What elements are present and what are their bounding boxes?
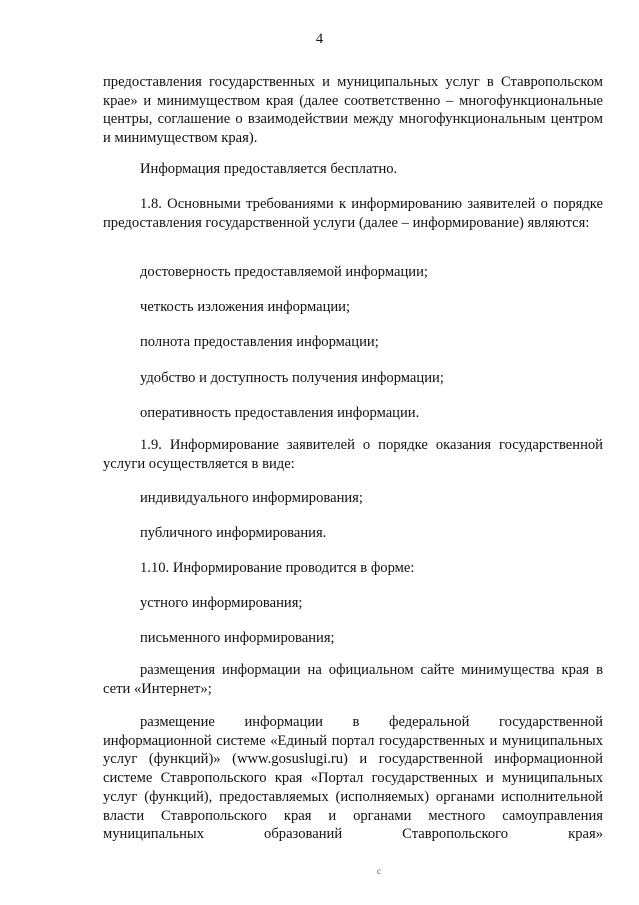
- paragraph-1-8-requirements: 1.8. Основными требованиями к информированию заявителей о порядке предоставления государственной услуги (далее – информирование) являются:: [103, 196, 603, 231]
- list-item-convenience: удобство и доступность получения информации;: [140, 370, 444, 386]
- list-item-individual: индивидуального информирования;: [140, 490, 363, 506]
- paragraph-1-10-forms: 1.10. Информирование проводится в форме:: [140, 560, 415, 576]
- list-item-promptness: оперативность предоставления информации.: [140, 405, 420, 421]
- scan-mark: c: [377, 866, 381, 876]
- list-item-reliability: достоверность предоставляемой информации;: [140, 264, 428, 280]
- list-item-public: публичного информирования.: [140, 525, 327, 541]
- list-item-oral: устного информирования;: [140, 595, 303, 611]
- paragraph-free-info: Информация предоставляется бесплатно.: [140, 161, 398, 177]
- page-number: 4: [315, 31, 324, 47]
- list-item-completeness: полнота предоставления информации;: [140, 334, 379, 350]
- list-item-written: письменного информирования;: [140, 630, 335, 646]
- paragraph-website-info: размещения информации на официальном сайте минимущества края в сети «Интернет»;: [103, 662, 603, 697]
- paragraph-mfc-continuation: предоставления государственных и муниципальных услуг в Ставропольском крае» и минимуществом края (далее соответственно – многофункциональные центры, соглашение о взаимодействии между многофункциональным центром и минимуществом края).: [103, 74, 603, 147]
- list-item-clarity: четкость изложения информации;: [140, 299, 351, 315]
- paragraph-1-9-informing-types: 1.9. Информирование заявителей о порядке оказания государственной услуги осуществляется в виде:: [103, 437, 603, 472]
- paragraph-portal-info: размещение информации в федеральной государственной информационной системе «Единый портал государственных и муниципальных услуг (функций)» (www.gosuslugi.ru) и государственной информационной системе Ставропольского края «Портал государственных и муниципальных услуг (функций), предоставляемых (исполняемых) органами исполнительной власти Ставропольского края и органами местного самоуправления муниципальных образований Ставропольского края»: [103, 714, 603, 843]
